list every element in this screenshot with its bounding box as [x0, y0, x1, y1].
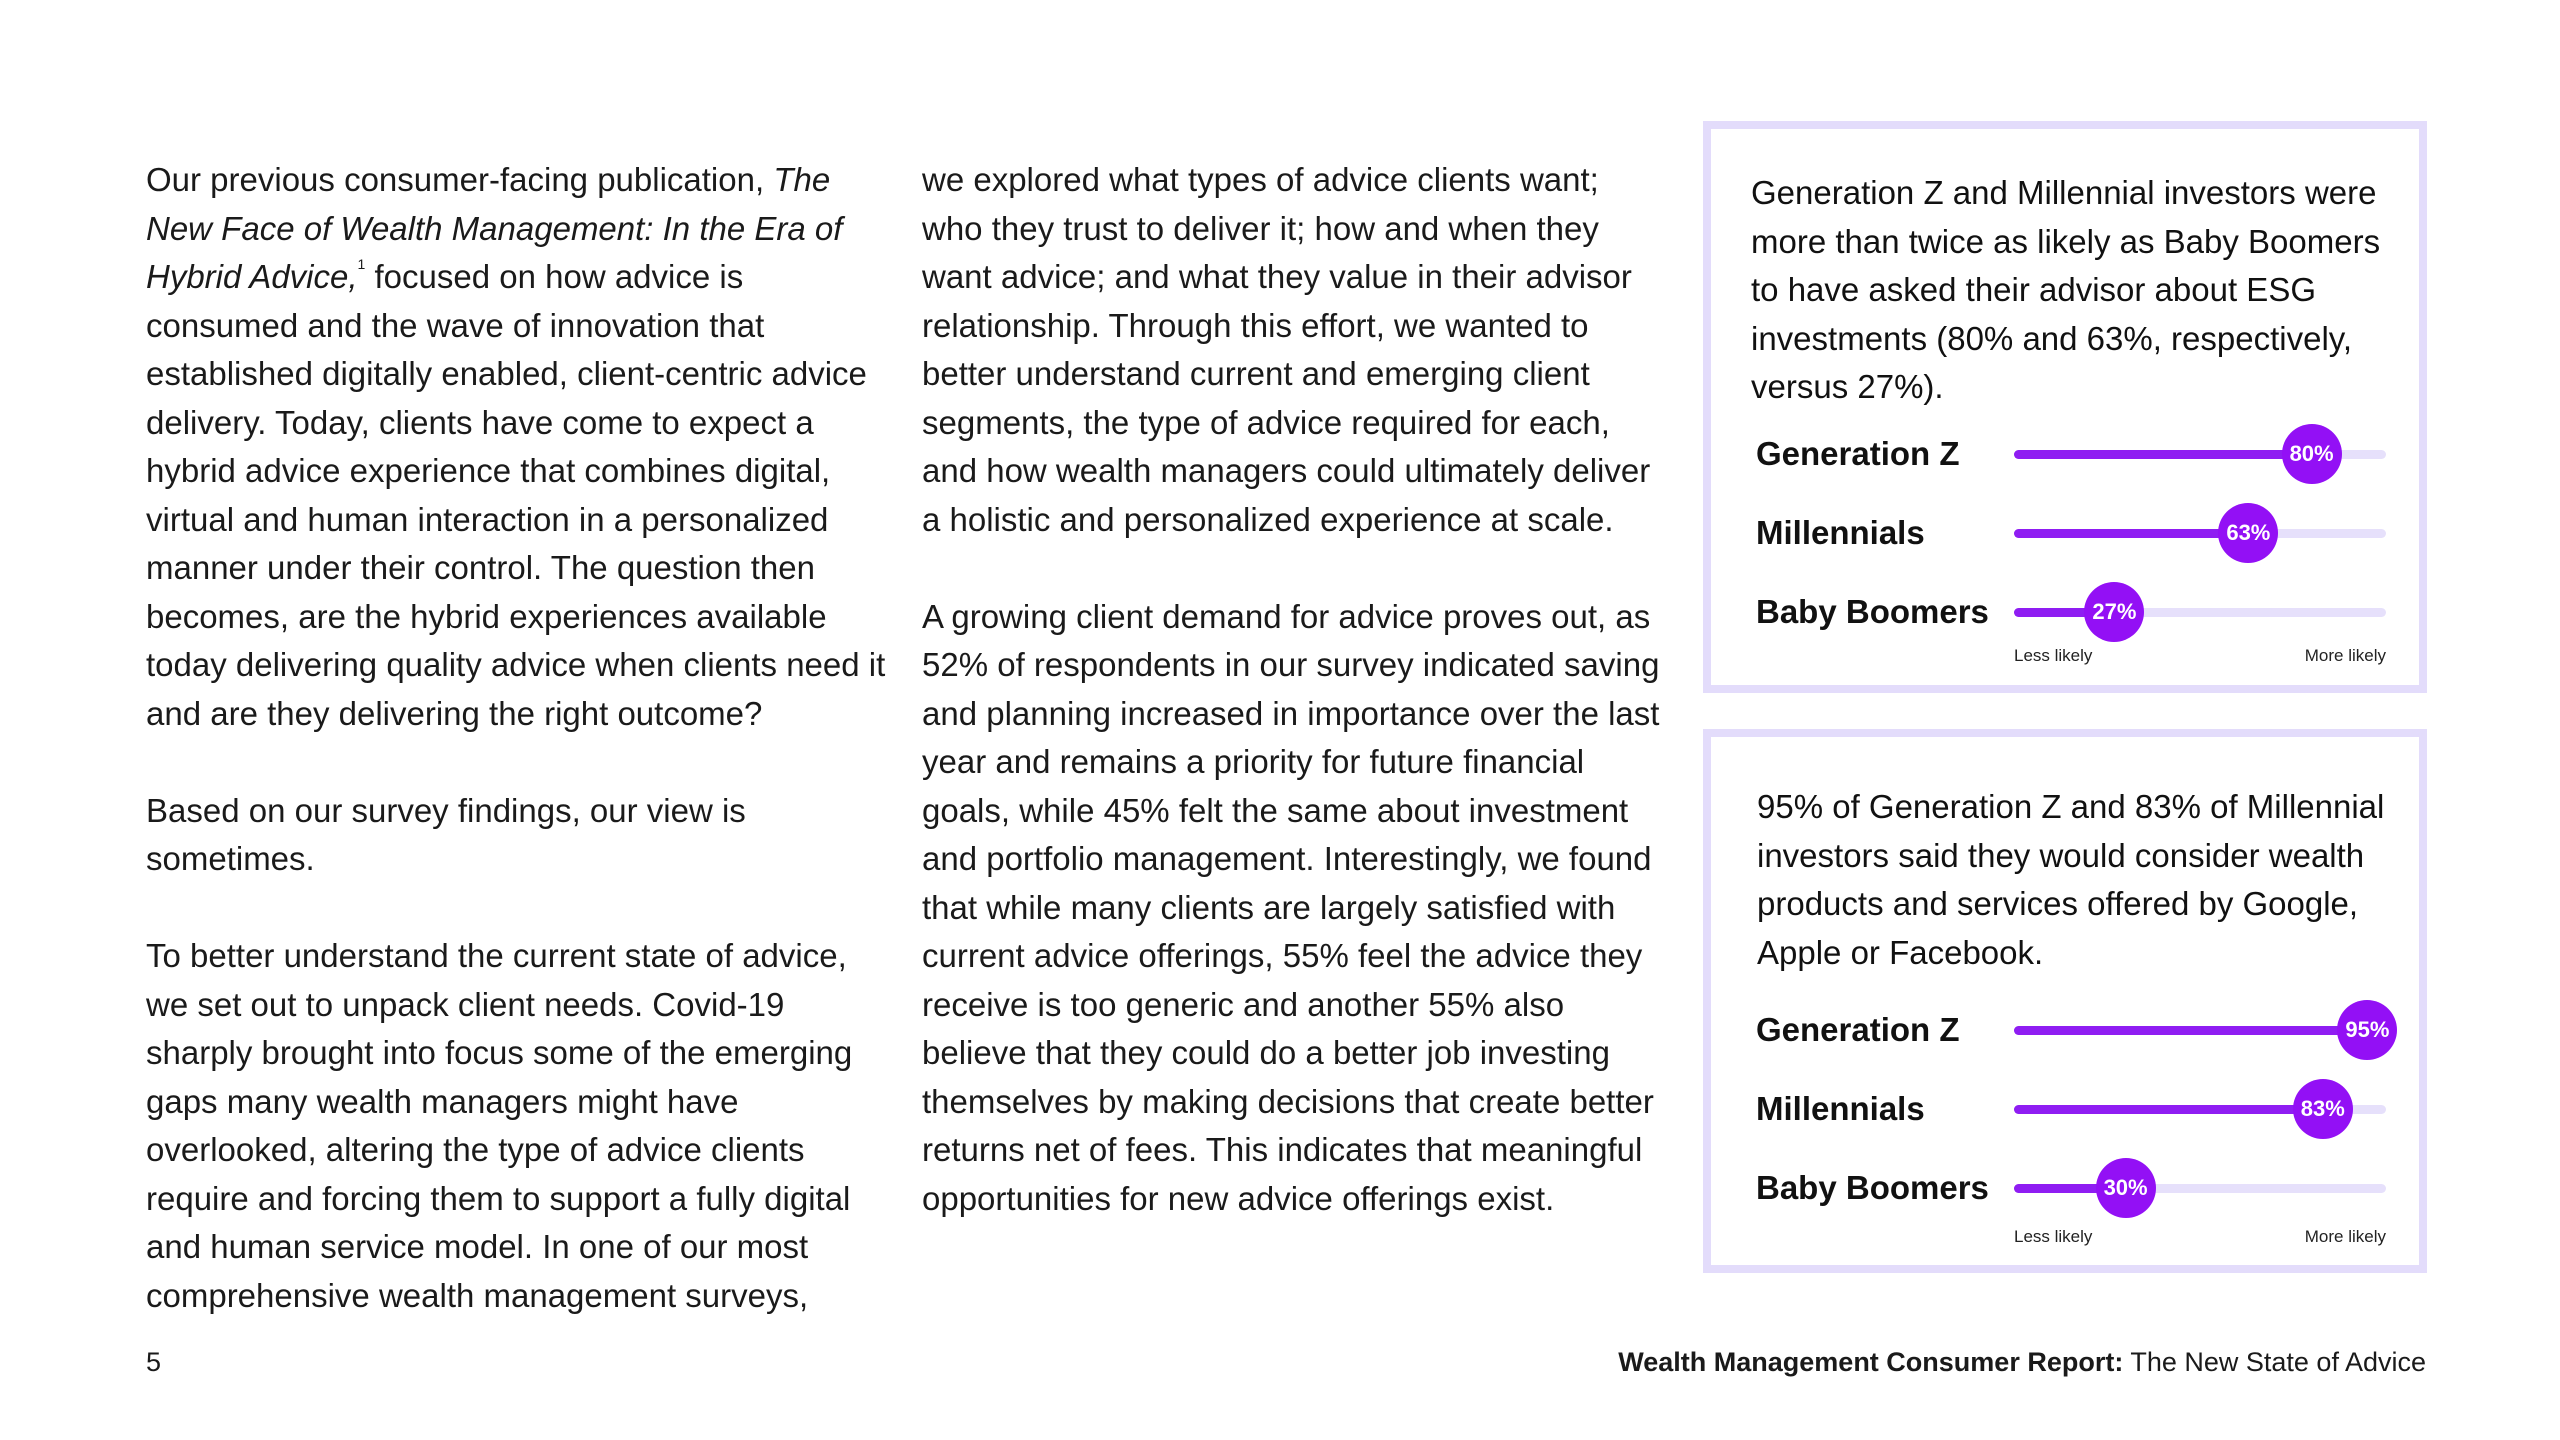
paragraph-publication: Our previous consumer-facing publication, The New Face of Wealth Management: In the Era of Hybrid Advice,$^1$ focused on how advice is consumed and the wave of innovation that established digitally enabled, client-centric advice delivery. Today, clients have come to expect a hybrid advice experience that combines digital, virtual and human interaction in a personalized manner under their control. The question then becomes, are the hybrid experiences available today delivering quality advice when clients need it and are they delivering the right outcome?: [146, 161, 886, 732]
axis-low-label: Less likely: [2014, 646, 2093, 665]
bar-fill: [2014, 529, 2248, 538]
footnote-marker: 1: [357, 256, 366, 272]
bar-track: [2014, 1096, 2386, 1121]
bar-category-label: Generation Z: [1756, 435, 1960, 472]
bar-category-label: Baby Boomers: [1756, 1169, 1989, 1206]
bar-row: [1756, 587, 2416, 637]
middle-text-column: [922, 156, 1667, 1272]
chart-title: 95% of Generation Z and 83% of Millennial investors said they would consider wealth products and services offered by Google, Apple or Facebook.: [1757, 788, 2385, 971]
bar-value-dot: 80%: [2282, 424, 2342, 484]
bar-value-dot: 30%: [2096, 1158, 2156, 1218]
chart-title: Generation Z and Millennial investors were more than twice as likely as Baby Boomers to have asked their advisor about ESG investments (80% and 63%, respectively, versus 27%).: [1751, 174, 2381, 405]
left-text-column: [146, 156, 891, 1369]
report-subtitle: The New State of Advice: [2123, 1347, 2426, 1377]
big-tech-chart-card: [1703, 729, 2427, 1273]
bar-row: [1756, 1005, 2416, 1055]
bar-row: [1756, 429, 2416, 479]
axis-high-label: More likely: [2304, 646, 2386, 665]
report-footer: [1618, 1347, 2426, 1378]
bar-category-label: Millennials: [1756, 1090, 1925, 1127]
bar-row: [1756, 1163, 2416, 1213]
bar-fill: [2014, 1105, 2323, 1114]
bar-value-dot: 83%: [2293, 1079, 2353, 1139]
paragraph-demand: A growing client demand for advice proves out, as 52% of respondents in our survey indicated saving and planning increased in importance over the last year and remains a priority for future financial goals, while 45% felt the same about investment and portfolio management. Interestingly, we found that while many clients are largely satisfied with current advice offerings, 55% feel the advice they receive is too generic and another 55% also believe that they could do a better job investing themselves by making decisions that create better returns net of fees. This indicates that meaningful opportunities for new advice offerings exist.: [922, 597, 1660, 1217]
bar-row: [1756, 1084, 2416, 1134]
bar-track: [2014, 1175, 2386, 1200]
bar-value-dot: 63%: [2218, 503, 2278, 563]
bar-value-dot: 95%: [2337, 1000, 2397, 1060]
report-name: Wealth Management Consumer Report:: [1618, 1347, 2124, 1377]
bar-fill: [2014, 450, 2312, 459]
bar-track: [2014, 441, 2386, 466]
page-number: 5: [146, 1347, 162, 1377]
bar-category-label: Generation Z: [1756, 1011, 1960, 1048]
axis-high-label: More likely: [2304, 1227, 2386, 1246]
bar-fill: [2014, 1026, 2367, 1035]
bar-category-label: Baby Boomers: [1756, 593, 1989, 630]
paragraph-explored: we explored what types of advice clients want; who they trust to deliver it; how and when they want advice; and what they value in their advisor relationship. Through this effort, we wanted to better understand current and emerging client segments, the type of advice required for each, and how wealth managers could ultimately deliver a holistic and personalized experience at scale.: [922, 161, 1651, 538]
paragraph-unpack: To better understand the current state of advice, we set out to unpack client needs. Covid-19 sharply brought into focus some of the emerging gaps many wealth managers might have overlooked, altering the type of advice clients require and forcing them to support a fully digital and human service model. In one of our most comprehensive wealth management surveys,: [146, 937, 853, 1314]
axis-low-label: Less likely: [2014, 1227, 2093, 1246]
publication-title: The New Face of Wealth Management: In the Era of Hybrid Advice,: [146, 161, 843, 295]
bar-value-dot: 27%: [2084, 582, 2144, 642]
bar-category-label: Millennials: [1756, 514, 1925, 551]
esg-chart-card: [1703, 121, 2427, 693]
paragraph-view: Based on our survey findings, our view is sometimes.: [146, 791, 746, 877]
bar-track: [2014, 599, 2386, 624]
bar-row: [1756, 508, 2416, 558]
bar-track: [2014, 520, 2386, 545]
bar-track: [2014, 1017, 2390, 1042]
